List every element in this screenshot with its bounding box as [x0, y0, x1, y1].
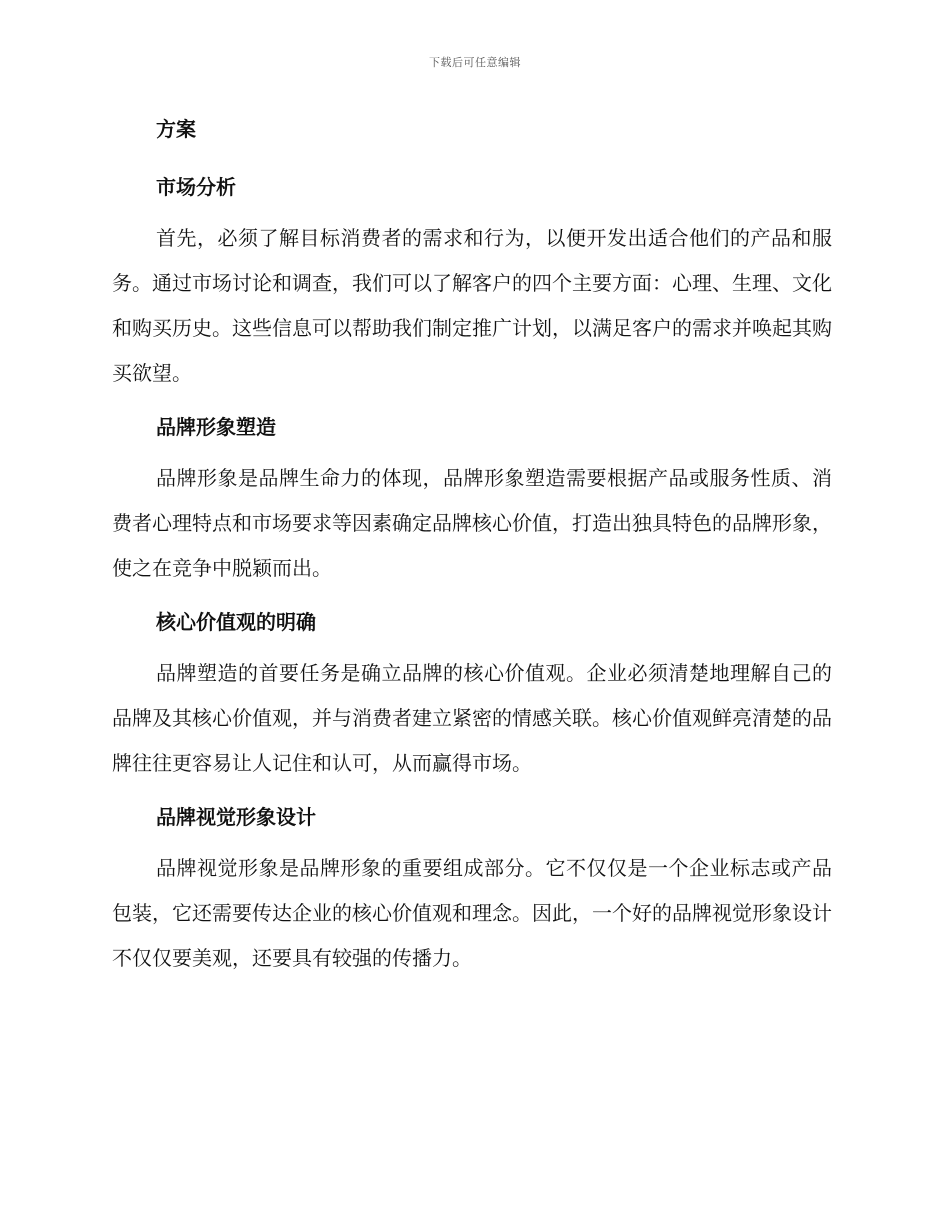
section-heading-brand-image: 品牌形象塑造 [156, 415, 276, 439]
document-body [112, 112, 832, 981]
section-heading-visual-identity: 品牌视觉形象设计 [156, 805, 316, 829]
section-body-core-values: 品牌塑造的首要任务是确立品牌的核心价值观。企业必须清楚地理解自己的品牌及其核心价值观，并与消费者建立紧密的情感关联。核心价值观鲜亮清楚的品牌往往更容易让人记住和认可，从而赢得市场。 [112, 661, 832, 775]
section-heading-market-analysis: 市场分析 [156, 175, 236, 199]
document-title: 方案 [156, 117, 196, 141]
section-body-brand-image: 品牌形象是品牌生命力的体现，品牌形象塑造需要根据产品或服务性质、消费者心理特点和市场要求等因素确定品牌核心价值，打造出独具特色的品牌形象，使之在竞争中脱颖而出。 [112, 466, 832, 580]
page-header-watermark: 下载后可任意编辑 [429, 56, 521, 69]
section-heading-core-values: 核心价值观的明确 [156, 610, 316, 634]
section-body-visual-identity: 品牌视觉形象是品牌形象的重要组成部分。它不仅仅是一个企业标志或产品包装，它还需要传达企业的核心价值观和理念。因此，一个好的品牌视觉形象设计不仅仅要美观，还要具有较强的传播力。 [112, 856, 832, 970]
section-body-market-analysis: 首先，必须了解目标消费者的需求和行为，以便开发出适合他们的产品和服务。通过市场讨论和调查，我们可以了解客户的四个主要方面：心理、生理、文化和购买历史。这些信息可以帮助我们制定推广计划，以满足客户的需求并唤起其购买欲望。 [112, 226, 832, 385]
